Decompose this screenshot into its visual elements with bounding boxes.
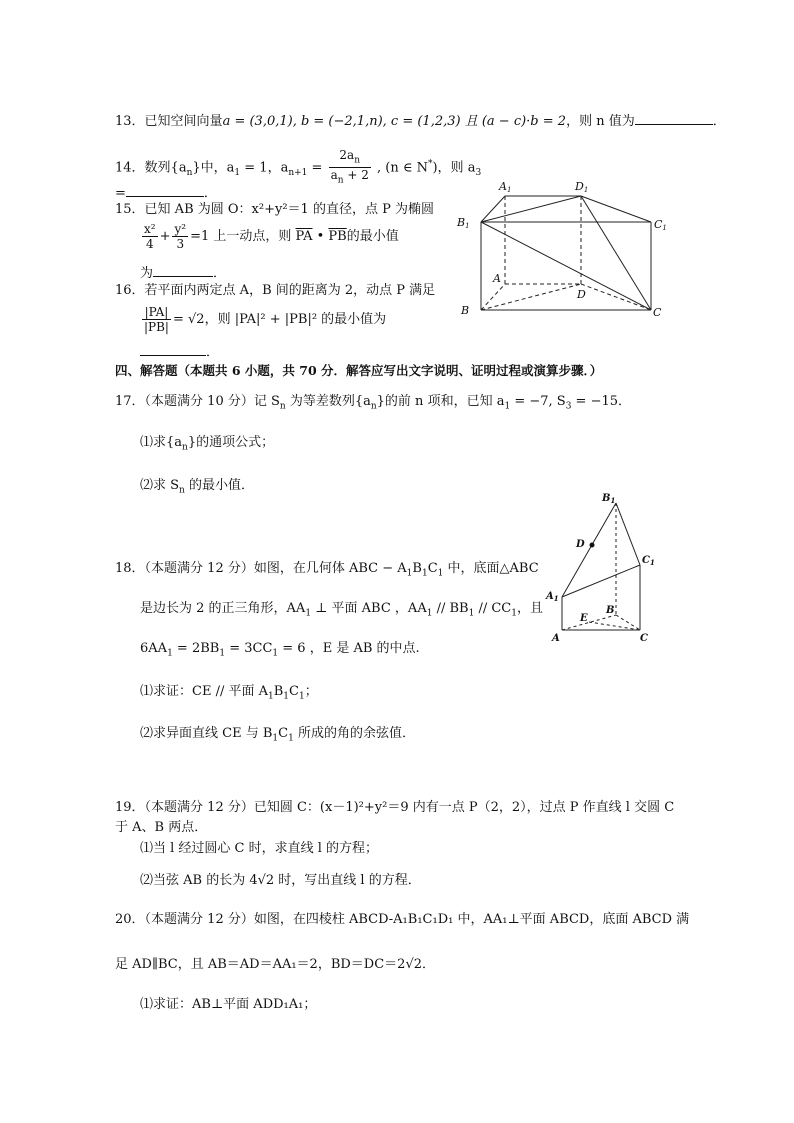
label-a: A bbox=[552, 633, 560, 644]
q19-part1: ⑴当 l 经过圆心 C 时，求直线 l 的方程； bbox=[140, 841, 379, 856]
edge-ab bbox=[481, 284, 505, 310]
label-b1: B1 bbox=[457, 216, 470, 230]
q18: 18．（本题满分 12 分）如图，在几何体 ABC − $A_1B_1C_1$ 中，底面△ABC bbox=[115, 561, 539, 579]
label-d: D bbox=[577, 288, 586, 301]
label-c1: $C_1$ bbox=[642, 555, 655, 567]
prism-figure bbox=[455, 176, 675, 326]
q18-line3: $6AA_1 = 2BB_1 = 3CC_1 = 6$ ，E 是 AB 的中点. bbox=[140, 641, 420, 659]
label-c1: C1 bbox=[654, 218, 667, 232]
q17-part2: ⑵求 $S_n$ 的最小值． bbox=[140, 478, 254, 496]
section-4-title: 四、解答题（本题共 6 小题，共 70 分．解答应写出文字说明、证明过程或演算步骤．） bbox=[115, 363, 603, 378]
q15: 15．已知 AB 为圆 O：x²+y²＝1 的直径，点 P 为椭圆 bbox=[115, 202, 434, 217]
q18-part1: ⑴求证：CE // 平面 $A_1B_1C_1$； bbox=[140, 684, 318, 702]
edge-bd bbox=[481, 284, 581, 310]
q18-line2: 是边长为 2 的正三角形，$AA_1$ ⊥ 平面 ABC ，$AA_1 // BB_1 // CC_1$，且 bbox=[140, 601, 543, 619]
q20-line2: 足 AD∥BC，且 AB＝AD＝AA₁＝2，BD＝DC＝2√2． bbox=[115, 957, 436, 972]
q18-part2: ⑵求异面直线 CE 与 $B_1C_1$ 所成的角的余弦值． bbox=[140, 726, 415, 744]
edge-d1c bbox=[581, 196, 651, 310]
edge-d1c1 bbox=[581, 196, 651, 222]
edge-bc bbox=[616, 615, 640, 630]
q14-line2: = ． bbox=[115, 182, 217, 203]
label-a1: A1 bbox=[499, 180, 512, 194]
edge-b1d1 bbox=[481, 196, 581, 222]
q16-line2: $\frac{|PA|}{|PB|}$ = √2，则 |PA|² + |PB|² 的最小值为 bbox=[144, 305, 387, 334]
q19-line2: 于 A、B 两点． bbox=[115, 820, 208, 835]
edge-a1b1 bbox=[562, 503, 616, 597]
q20: 20．（本题满分 12 分）如图，在四棱柱 ABCD-A₁B₁C₁D₁ 中，AA₁⊥平面 ABCD，底面 ABCD 满 bbox=[115, 912, 690, 927]
point-d bbox=[590, 543, 595, 548]
label-a: A bbox=[493, 272, 501, 285]
edge-ce bbox=[589, 622, 640, 630]
q14: 14．数列$\{a_n\}$中，$a_1 = 1$，$a_{n+1}$ = $\frac{2a_n}{a_n + 2}$ , (n ∈ N*)，则 $a_3$ bbox=[115, 148, 482, 186]
q15-line3: 为 ． bbox=[140, 262, 226, 283]
label-b1: $B_1$ bbox=[602, 493, 616, 505]
edge-b1c1 bbox=[616, 503, 640, 565]
q19: 19．（本题满分 12 分）已知圆 C：(x－1)²+y²＝9 内有一点 P（2，2），过点 P 作直线 l 交圆 C bbox=[115, 800, 675, 815]
q16: 16．若平面内两定点 A，B 间的距离为 2，动点 P 满足 bbox=[115, 283, 436, 298]
label-a1: $A_1$ bbox=[546, 591, 559, 603]
edge-b1a1 bbox=[481, 196, 505, 222]
edge-a1c1 bbox=[562, 565, 640, 597]
label-d1: D1 bbox=[575, 180, 589, 194]
label-c: C bbox=[653, 306, 662, 319]
solid-figure bbox=[540, 485, 670, 645]
label-b: B bbox=[461, 304, 470, 317]
label-b: B bbox=[606, 605, 615, 616]
q19-part2: ⑵当弦 AB 的长为 4√2 时，写出直线 l 的方程． bbox=[140, 873, 421, 888]
label-e: E bbox=[580, 613, 588, 624]
label-d: D bbox=[576, 539, 585, 550]
q16-line3: ． bbox=[140, 341, 219, 362]
q17: 17．（本题满分 10 分）记 $S_n$ 为等差数列$\{a_n\}$的前 n 项和，已知 $a_1 = -7$, $S_3 = -15$． bbox=[115, 394, 632, 412]
q17-part1: ⑴求$\{a_n\}$的通项公式； bbox=[140, 435, 275, 453]
edge-b1c bbox=[481, 222, 651, 310]
q15-line2: $\frac{\text{x²}}{4}$ + $\frac{\text{y²}}{3}$ =1 上一动点，则 $\overline{PA}$ • $\overline{PB}$的最小值 bbox=[144, 222, 399, 251]
label-c: C bbox=[640, 633, 648, 644]
q20-part1: ⑴求证：AB⊥平面 ADD₁A₁； bbox=[140, 997, 317, 1012]
edge-dc bbox=[581, 284, 651, 310]
q13: 13．已知空间向量a = (3,0,1), b = (−2,1,n), c = (1,2,3) 且 (a − c)·b = 2，则 n 值为 ． bbox=[115, 110, 726, 131]
